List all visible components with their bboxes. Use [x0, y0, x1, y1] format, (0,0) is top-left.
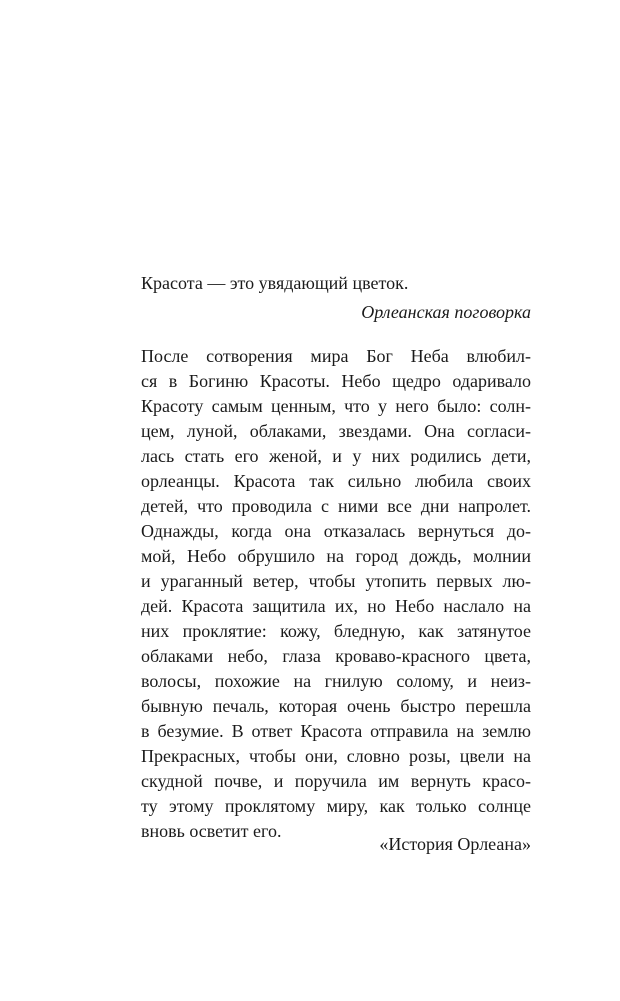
epigraph [141, 270, 531, 326]
text-line: дей. Красота защитила их, но Небо наслало на [141, 596, 531, 616]
epigraph-quote: Красота — это увядающий цветок. [141, 273, 409, 293]
text-line: волосы, похожие на гнилую солому, и неиз- [141, 671, 531, 691]
text-line: ту этому проклятому миру, как только солнце [141, 796, 531, 816]
text-line: в безумие. В ответ Красота отправила на землю [141, 721, 531, 741]
text-line: скудной почве, и поручила им вернуть красо- [141, 771, 531, 791]
text-line: лась стать его женой, и у них родились дети, [141, 446, 531, 466]
text-line: вновь осветит его. [141, 821, 282, 841]
text-line: облаками небо, глаза кроваво-красного цвета, [141, 646, 531, 666]
text-line: бывную печаль, которая очень быстро перешла [141, 696, 531, 716]
text-line: цем, луной, облаками, звездами. Она согласи- [141, 421, 531, 441]
text-line: Однажды, когда она отказалась вернуться до- [141, 521, 531, 541]
body-paragraph [141, 344, 531, 844]
text-line: них проклятие: кожу, бледную, как затянутое [141, 621, 531, 641]
attribution: «История Орлеана» [379, 834, 531, 854]
text-line: ся в Богиню Красоты. Небо щедро одаривало [141, 371, 531, 391]
epigraph-source: Орлеанская поговорка [361, 302, 531, 322]
text-line: детей, что проводила с ними все дни напролет. [141, 496, 531, 516]
text-line: орлеанцы. Красота так сильно любила своих [141, 471, 531, 491]
text-line: Красоту самым ценным, что у него было: солн- [141, 396, 531, 416]
text-line: и ураганный ветер, чтобы утопить первых лю- [141, 571, 531, 591]
text-line: После сотворения мира Бог Неба влюбил- [141, 346, 531, 366]
text-line: мой, Небо обрушило на город дождь, молнии [141, 546, 531, 566]
text-line: Прекрасных, чтобы они, словно розы, цвели на [141, 746, 531, 766]
